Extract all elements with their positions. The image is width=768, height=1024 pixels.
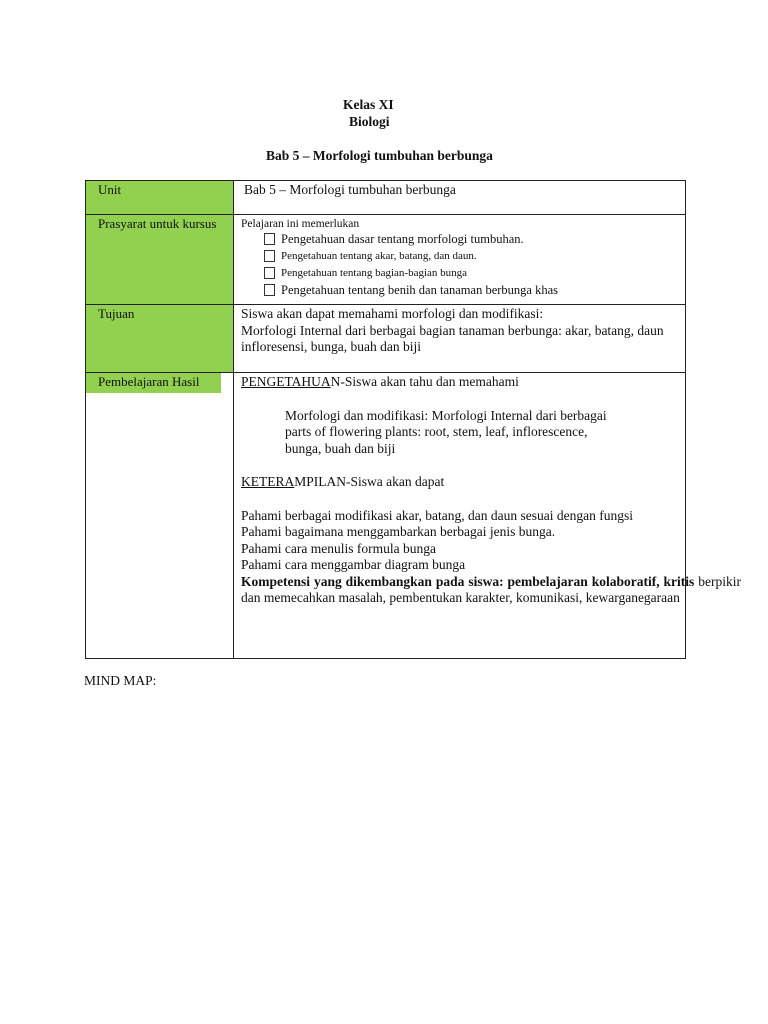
prasyarat-label: Prasyarat untuk kursus [86, 215, 234, 305]
prasyarat-intro: Pelajaran ini memerlukan [241, 218, 360, 230]
hasil-label-cell [86, 373, 234, 659]
tujuan-line: Siswa akan dapat memahami morfologi dan modifikasi: [241, 306, 544, 321]
table-row-prasyarat [86, 215, 686, 305]
pengetahuan-heading: PENGETAHUAN-Siswa akan tahu dan memahami [241, 374, 519, 389]
tujuan-content [234, 305, 686, 373]
class-heading: Kelas XI [343, 97, 394, 112]
pengetahuan-line: Morfologi dan modifikasi: Morfologi Internal dari berbagai [285, 407, 607, 423]
tujuan-line: infloresensi, bunga, buah dan biji [241, 339, 421, 354]
hasil-content [234, 373, 741, 659]
unit-value: Bab 5 – Morfologi tumbuhan berbunga [234, 181, 686, 215]
keterampilan-line: Pahami cara menulis formula bunga [241, 540, 436, 556]
list-item: Pengetahuan tentang akar, batang, dan daun. [241, 248, 685, 265]
keterampilan-line: Pahami berbagai modifikasi akar, batang, dan daun sesuai dengan fungsi [241, 507, 633, 523]
lesson-plan-table [85, 180, 741, 659]
checkbox-icon [264, 250, 275, 262]
tujuan-line: Morfologi Internal dari berbagai bagian tanaman berbunga: akar, batang, daun [241, 322, 664, 338]
checkbox-icon [264, 233, 275, 245]
keterampilan-line: Pahami bagaimana menggambarkan berbagai jenis bunga. [241, 524, 556, 539]
pengetahuan-line: parts of flowering plants: root, stem, leaf, inflorescence, [285, 424, 588, 439]
keterampilan-line: Pahami cara menggambar diagram bunga [241, 557, 466, 572]
table-row-tujuan [86, 305, 686, 373]
hasil-label: Pembelajaran Hasil [86, 373, 221, 393]
list-item: Pengetahuan tentang benih dan tanaman berbunga khas [241, 282, 685, 299]
table-row-unit [86, 181, 686, 215]
kompetensi-paragraph: Kompetensi yang dikembangkan pada siswa: pembelajaran kolaboratif, kritis berpikir dan memecahkan masalah, pembentukan karakter, komunikasi, kewarganegaraan [241, 573, 741, 605]
tujuan-label: Tujuan [86, 305, 234, 373]
pengetahuan-line: bunga, buah dan biji [285, 440, 396, 456]
list-item: Pengetahuan dasar tentang morfologi tumbuhan. [241, 231, 685, 248]
unit-label: Unit [86, 181, 234, 215]
prasyarat-content [234, 215, 686, 305]
checkbox-icon [264, 284, 275, 296]
mind-map-label: MIND MAP: [84, 673, 157, 688]
checkbox-icon [264, 267, 275, 279]
table-row-hasil [86, 373, 686, 659]
chapter-heading: Bab 5 – Morfologi tumbuhan berbunga [266, 148, 493, 163]
subject-heading: Biologi [349, 114, 390, 129]
list-item: Pengetahuan tentang bagian-bagian bunga [241, 265, 685, 282]
keterampilan-heading: KETERAMPILAN-Siswa akan dapat [241, 474, 445, 489]
